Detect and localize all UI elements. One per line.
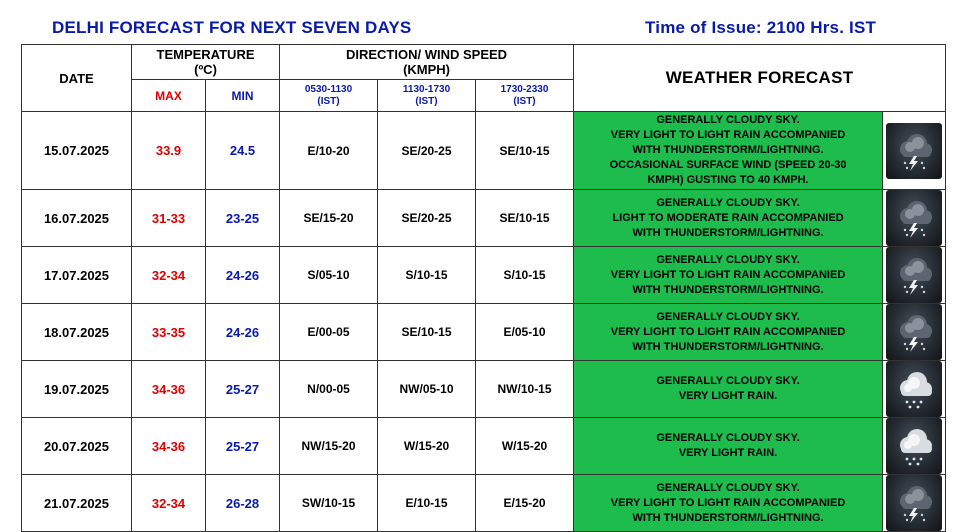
slot-time: 1130-1730	[402, 83, 451, 95]
wind-unit: (KMPH)	[403, 62, 450, 77]
wind-evening-cell: SE/10-15	[476, 112, 574, 190]
min-temp-cell: 25-27	[206, 361, 280, 418]
forecast-line: GENERALLY CLOUDY SKY.	[656, 253, 800, 266]
wind-evening-cell: NW/10-15	[476, 361, 574, 418]
forecast-text-cell	[574, 475, 883, 532]
wind-morning-cell: S/05-10	[280, 247, 378, 304]
wind-label: DIRECTION/ WIND SPEED	[345, 47, 508, 62]
forecast-line: GENERALLY CLOUDY SKY.	[656, 196, 800, 209]
forecast-line: GENERALLY CLOUDY SKY.	[656, 432, 800, 444]
max-temp-cell: 33-35	[132, 304, 206, 361]
forecast-line: WITH THUNDERSTORM/LIGHTNING.	[632, 511, 824, 524]
forecast-row	[22, 247, 946, 304]
light-rain-icon	[886, 361, 942, 417]
issue-time: Time of Issue: 2100 Hrs. IST	[645, 18, 877, 37]
date-column-header: DATE	[22, 45, 132, 112]
forecast-line: VERY LIGHT TO LIGHT RAIN ACCOMPANIED	[610, 496, 846, 509]
wind-afternoon-cell: S/10-15	[378, 247, 476, 304]
wind-evening-cell: E/15-20	[476, 475, 574, 532]
min-temp-cell: 26-28	[206, 475, 280, 532]
forecast-line: VERY LIGHT TO LIGHT RAIN ACCOMPANIED	[610, 325, 846, 338]
forecast-line: VERY LIGHT RAIN.	[678, 390, 778, 402]
forecast-line: VERY LIGHT RAIN.	[678, 447, 778, 459]
forecast-text-cell	[574, 112, 883, 190]
weather-icon-cell	[883, 418, 946, 475]
slot-zone: (IST)	[317, 95, 340, 107]
forecast-line: VERY LIGHT TO LIGHT RAIN ACCOMPANIED	[610, 268, 846, 281]
wind-morning-cell: E/10-20	[280, 112, 378, 190]
forecast-text-cell	[574, 361, 883, 418]
max-column-header: MAX	[132, 80, 206, 112]
thunderstorm-icon	[886, 475, 942, 531]
max-temp-cell: 34-36	[132, 361, 206, 418]
weather-icon-cell	[883, 190, 946, 247]
forecast-line: GENERALLY CLOUDY SKY.	[656, 310, 800, 323]
wind-afternoon-cell: SE/20-25	[378, 190, 476, 247]
max-temp-cell: 33.9	[132, 112, 206, 190]
thunderstorm-icon	[886, 123, 942, 179]
max-temp-cell: 32-34	[132, 247, 206, 304]
weather-icon-cell	[883, 361, 946, 418]
forecast-text-cell	[574, 190, 883, 247]
max-temp-cell: 34-36	[132, 418, 206, 475]
forecast-table	[21, 44, 946, 532]
wind-evening-cell: E/05-10	[476, 304, 574, 361]
slot-header-morning	[280, 80, 378, 112]
min-temp-cell: 23-25	[206, 190, 280, 247]
weather-icon-cell	[883, 112, 946, 190]
min-temp-cell: 24.5	[206, 112, 280, 190]
light-rain-icon	[886, 418, 942, 474]
date-cell: 18.07.2025	[22, 304, 132, 361]
wind-evening-cell: SE/10-15	[476, 190, 574, 247]
wind-morning-cell: N/00-05	[280, 361, 378, 418]
forecast-row	[22, 475, 946, 532]
wind-morning-cell: E/00-05	[280, 304, 378, 361]
forecast-line: WITH THUNDERSTORM/LIGHTNING.	[632, 340, 824, 353]
forecast-line: WITH THUNDERSTORM/LIGHTNING.	[632, 283, 824, 296]
wind-morning-cell: SW/10-15	[280, 475, 378, 532]
forecast-row	[22, 190, 946, 247]
wind-evening-cell: S/10-15	[476, 247, 574, 304]
page-title: DELHI FORECAST FOR NEXT SEVEN DAYS	[52, 18, 412, 37]
weather-icon-cell	[883, 304, 946, 361]
temperature-unit: (ºC)	[194, 62, 217, 77]
min-temp-cell: 25-27	[206, 418, 280, 475]
slot-time: 1730-2330	[500, 83, 549, 95]
weather-forecast-column-header: WEATHER FORECAST	[574, 45, 946, 112]
slot-zone: (IST)	[415, 95, 438, 107]
date-cell: 21.07.2025	[22, 475, 132, 532]
thunderstorm-icon	[886, 247, 942, 303]
wind-morning-cell: SE/15-20	[280, 190, 378, 247]
min-column-header: MIN	[206, 80, 280, 112]
forecast-line: GENERALLY CLOUDY SKY.	[656, 375, 800, 387]
slot-header-afternoon	[378, 80, 476, 112]
forecast-line: GENERALLY CLOUDY SKY.	[656, 481, 800, 494]
wind-afternoon-cell: E/10-15	[378, 475, 476, 532]
weather-icon-cell	[883, 247, 946, 304]
forecast-line: KMPH) GUSTING TO 40 KMPH.	[647, 174, 809, 186]
slot-time: 0530-1130	[304, 83, 353, 95]
date-cell: 20.07.2025	[22, 418, 132, 475]
forecast-text-cell	[574, 418, 883, 475]
forecast-line: WITH THUNDERSTORM/LIGHTNING.	[632, 226, 824, 239]
weather-icon-cell	[883, 475, 946, 532]
wind-evening-cell: W/15-20	[476, 418, 574, 475]
forecast-line: GENERALLY CLOUDY SKY.	[656, 114, 800, 126]
thunderstorm-icon	[886, 190, 942, 246]
forecast-line: WITH THUNDERSTORM/LIGHTNING.	[632, 144, 824, 156]
forecast-text-cell	[574, 304, 883, 361]
wind-column-header	[280, 45, 574, 80]
forecast-line: OCCASIONAL SURFACE WIND (SPEED 20-30	[609, 159, 847, 171]
forecast-row	[22, 112, 946, 190]
forecast-row	[22, 361, 946, 418]
slot-header-evening	[476, 80, 574, 112]
wind-afternoon-cell: SE/10-15	[378, 304, 476, 361]
min-temp-cell: 24-26	[206, 304, 280, 361]
forecast-row	[22, 304, 946, 361]
forecast-line: LIGHT TO MODERATE RAIN ACCOMPANIED	[612, 211, 844, 224]
forecast-line: VERY LIGHT TO LIGHT RAIN ACCOMPANIED	[610, 129, 846, 141]
wind-afternoon-cell: W/15-20	[378, 418, 476, 475]
wind-afternoon-cell: SE/20-25	[378, 112, 476, 190]
forecast-table-body	[22, 112, 946, 532]
wind-afternoon-cell: NW/05-10	[378, 361, 476, 418]
date-cell: 15.07.2025	[22, 112, 132, 190]
date-cell: 16.07.2025	[22, 190, 132, 247]
thunderstorm-icon	[886, 304, 942, 360]
forecast-text-cell	[574, 247, 883, 304]
temperature-column-header	[132, 45, 280, 80]
min-temp-cell: 24-26	[206, 247, 280, 304]
max-temp-cell: 32-34	[132, 475, 206, 532]
slot-zone: (IST)	[513, 95, 536, 107]
wind-morning-cell: NW/15-20	[280, 418, 378, 475]
temperature-label: TEMPERATURE	[156, 47, 255, 62]
max-temp-cell: 31-33	[132, 190, 206, 247]
forecast-row	[22, 418, 946, 475]
date-cell: 17.07.2025	[22, 247, 132, 304]
date-cell: 19.07.2025	[22, 361, 132, 418]
